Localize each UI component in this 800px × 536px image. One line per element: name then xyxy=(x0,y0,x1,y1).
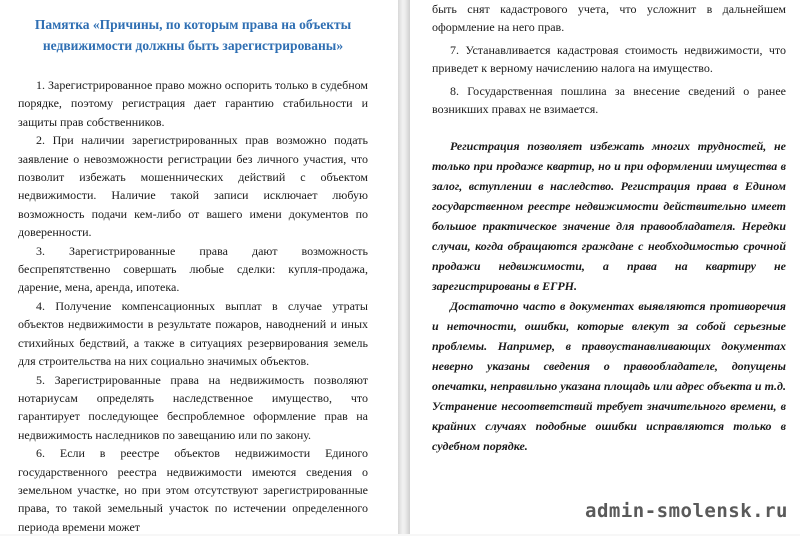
list-item-4: 4. Получение компенсационных выплат в случае утраты объектов недвижимости в результате пожаров, наводнений и иных стихийных бедствий, а также в ситуациях резервирования земель для строительства на них социально значимых объектов. xyxy=(18,298,368,369)
list-item-3: 3. Зарегистрированные права дают возможность беспрепятственно совершать любые сделки: купля-продажа, дарение, мена, аренда, ипотека. xyxy=(18,243,368,295)
watermark-text: admin-smolensk.ru xyxy=(585,500,788,522)
list-item-8: 8. Государственная пошлина за внесение сведений о ранее возникших правах не взимается. xyxy=(432,83,786,117)
list-item-6-continuation: быть снят кадастрового учета, что усложнит в дальнейшем оформление на него прав. xyxy=(432,2,786,35)
document-title: Памятка «Причины, по которым права на объекты недвижимости должны быть зарегистрированы» xyxy=(34,17,352,53)
list-item-1: 1. Зарегистрированное право можно оспорить только в судебном порядке, поэтому регистрация дает гарантию стабильности и защиты прав собственников. xyxy=(18,78,368,129)
list-item-7: 7. Устанавливается кадастровая стоимость недвижимости, что приведет к верному начислению налога на имущество. xyxy=(432,42,786,76)
right-page xyxy=(410,0,800,534)
list-item-6: 6. Если в реестре объектов недвижимости Единого государственного реестра недвижимости имеются сведения о земельном участке, но при этом отсутствуют зарегистрированные права, то такой земельный участок по истечении определенного периода времени может xyxy=(18,446,368,534)
page-gutter xyxy=(398,0,410,534)
emphasis-paragraph-1: Регистрация позволяет избежать многих трудностей, не только при продаже квартир, но и при оформлении имущества в залог, вступлении в наследство. Регистрация права в Едином государственном реестре недвижимости действительно имеет большое практическое значение для правообладателя. Нередки случаи, когда обращаются граждане с необходимостью срочной продажи недвижимости, а права на квартиру не зарегистрированы в ЕГРН. xyxy=(432,139,786,294)
list-item-2: 2. При наличии зарегистрированных прав возможно подать заявление о невозможности регистрации без личного участия, что позволит избежать мошеннических действий с объектом недвижимости. Наличие такой записи исключает любую возможность подачи кем-либо от вашего имени документов по доверенности. xyxy=(18,133,368,240)
left-page xyxy=(0,0,398,534)
list-item-5: 5. Зарегистрированные права на недвижимость позволяют нотариусам определять наследственное имущество, что гарантирует последующее беспроблемное оформление прав на недвижимость наследников по завещанию или по закону. xyxy=(18,372,368,442)
emphasis-paragraph-2: Достаточно часто в документах выявляются противоречия и неточности, ошибки, которые влекут за собой серьезные проблемы. Например, в правоустанавливающих документах неверно указаны сведения о правообладателе, допущены опечатки, неправильно указана площадь или адрес объекта и т.д. Устранение несоответствий требует значительного времени, в крайних случаях подобные ошибки исправляются только в судебном порядке. xyxy=(432,299,786,454)
